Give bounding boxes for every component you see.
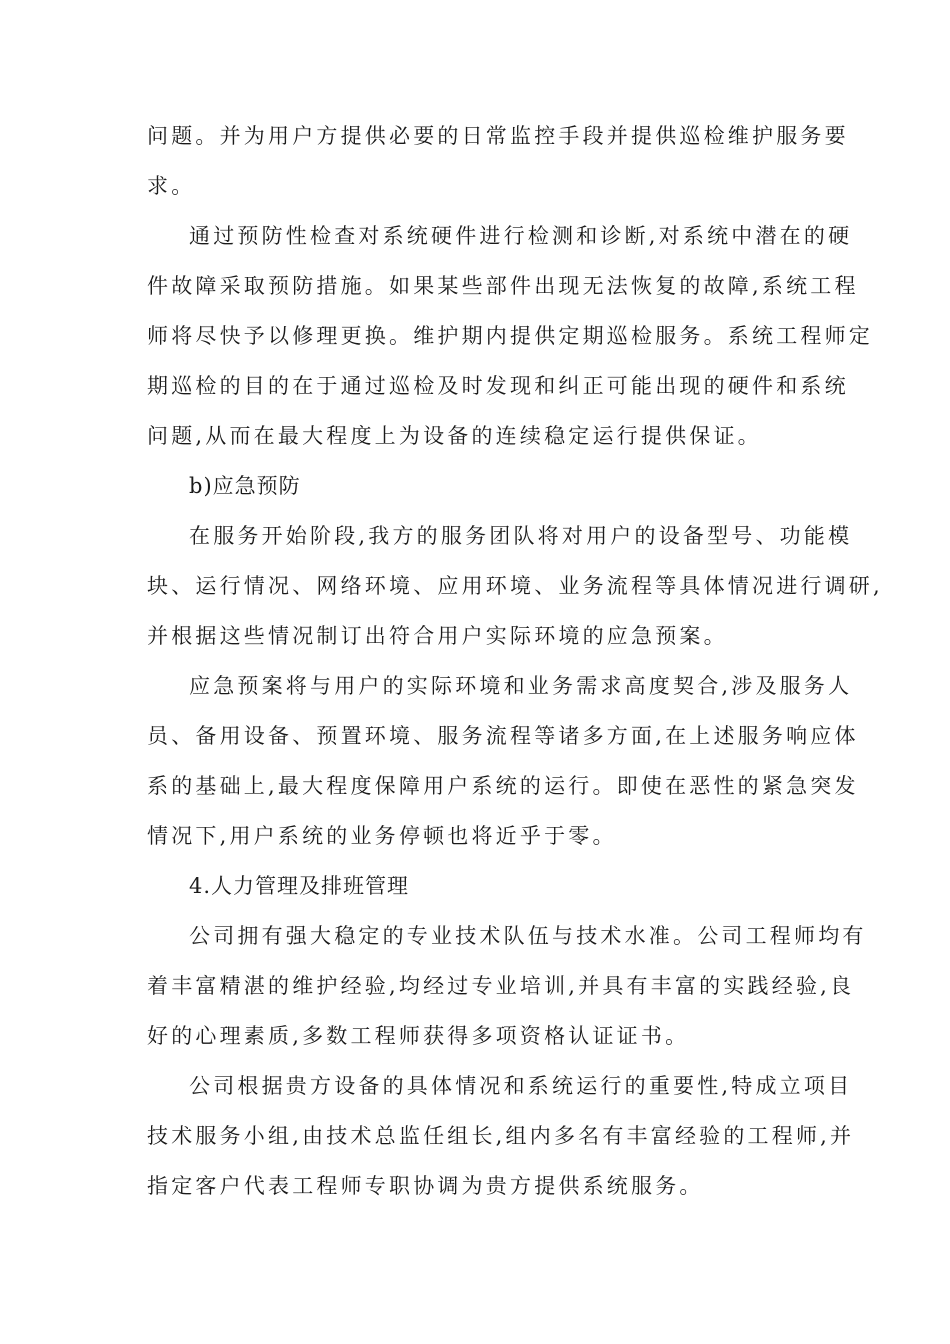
section-heading: b)应急预防 xyxy=(189,474,301,498)
paragraph-line: 期巡检的目的在于通过巡检及时发现和纠正可能出现的硬件和系统 xyxy=(147,374,849,398)
paragraph-line: 着丰富精湛的维护经验,均经过专业培训,并具有丰富的实践经验,良 xyxy=(147,974,855,998)
paragraph-line: 问题。并为用户方提供必要的日常监控手段并提供巡检维护服务要 xyxy=(147,124,849,148)
paragraph-line: 并根据这些情况制订出符合用户实际环境的应急预案。 xyxy=(147,624,728,648)
paragraph-line: 应急预案将与用户的实际环境和业务需求高度契合,涉及服务人 xyxy=(189,674,853,698)
paragraph-line: 情况下,用户系统的业务停顿也将近乎于零。 xyxy=(147,824,617,848)
paragraph-line: 公司根据贵方设备的具体情况和系统运行的重要性,特成立项目 xyxy=(189,1074,853,1098)
paragraph-line: 员、备用设备、预置环境、服务流程等诸多方面,在上述服务响应体 xyxy=(147,724,859,748)
paragraph-line: 技术服务小组,由技术总监任组长,组内多名有丰富经验的工程师,并 xyxy=(147,1124,855,1148)
paragraph-line: 师将尽快予以修理更换。维护期内提供定期巡检服务。系统工程师定 xyxy=(147,324,873,348)
paragraph-line: 问题,从而在最大程度上为设备的连续稳定运行提供保证。 xyxy=(147,424,762,448)
paragraph-line: 指定客户代表工程师专职协调为贵方提供系统服务。 xyxy=(147,1174,704,1198)
paragraph-line: 公司拥有强大稳定的专业技术队伍与技术水准。公司工程师均有 xyxy=(189,924,867,948)
paragraph-line: 在服务开始阶段,我方的服务团队将对用户的设备型号、功能模 xyxy=(189,524,853,548)
section-heading: 4.人力管理及排班管理 xyxy=(189,874,410,898)
paragraph-line: 通过预防性检查对系统硬件进行检测和诊断,对系统中潜在的硬 xyxy=(189,224,853,248)
paragraph-line: 好的心理素质,多数工程师获得多项资格认证证书。 xyxy=(147,1024,690,1048)
paragraph-line: 件故障采取预防措施。如果某些部件出现无法恢复的故障,系统工程 xyxy=(147,274,859,298)
paragraph-line: 求。 xyxy=(147,174,196,198)
paragraph-line: 系的基础上,最大程度保障用户系统的运行。即使在恶性的紧急突发 xyxy=(147,774,859,798)
paragraph-line: 块、运行情况、网络环境、应用环境、业务流程等具体情况进行调研, xyxy=(147,574,883,598)
